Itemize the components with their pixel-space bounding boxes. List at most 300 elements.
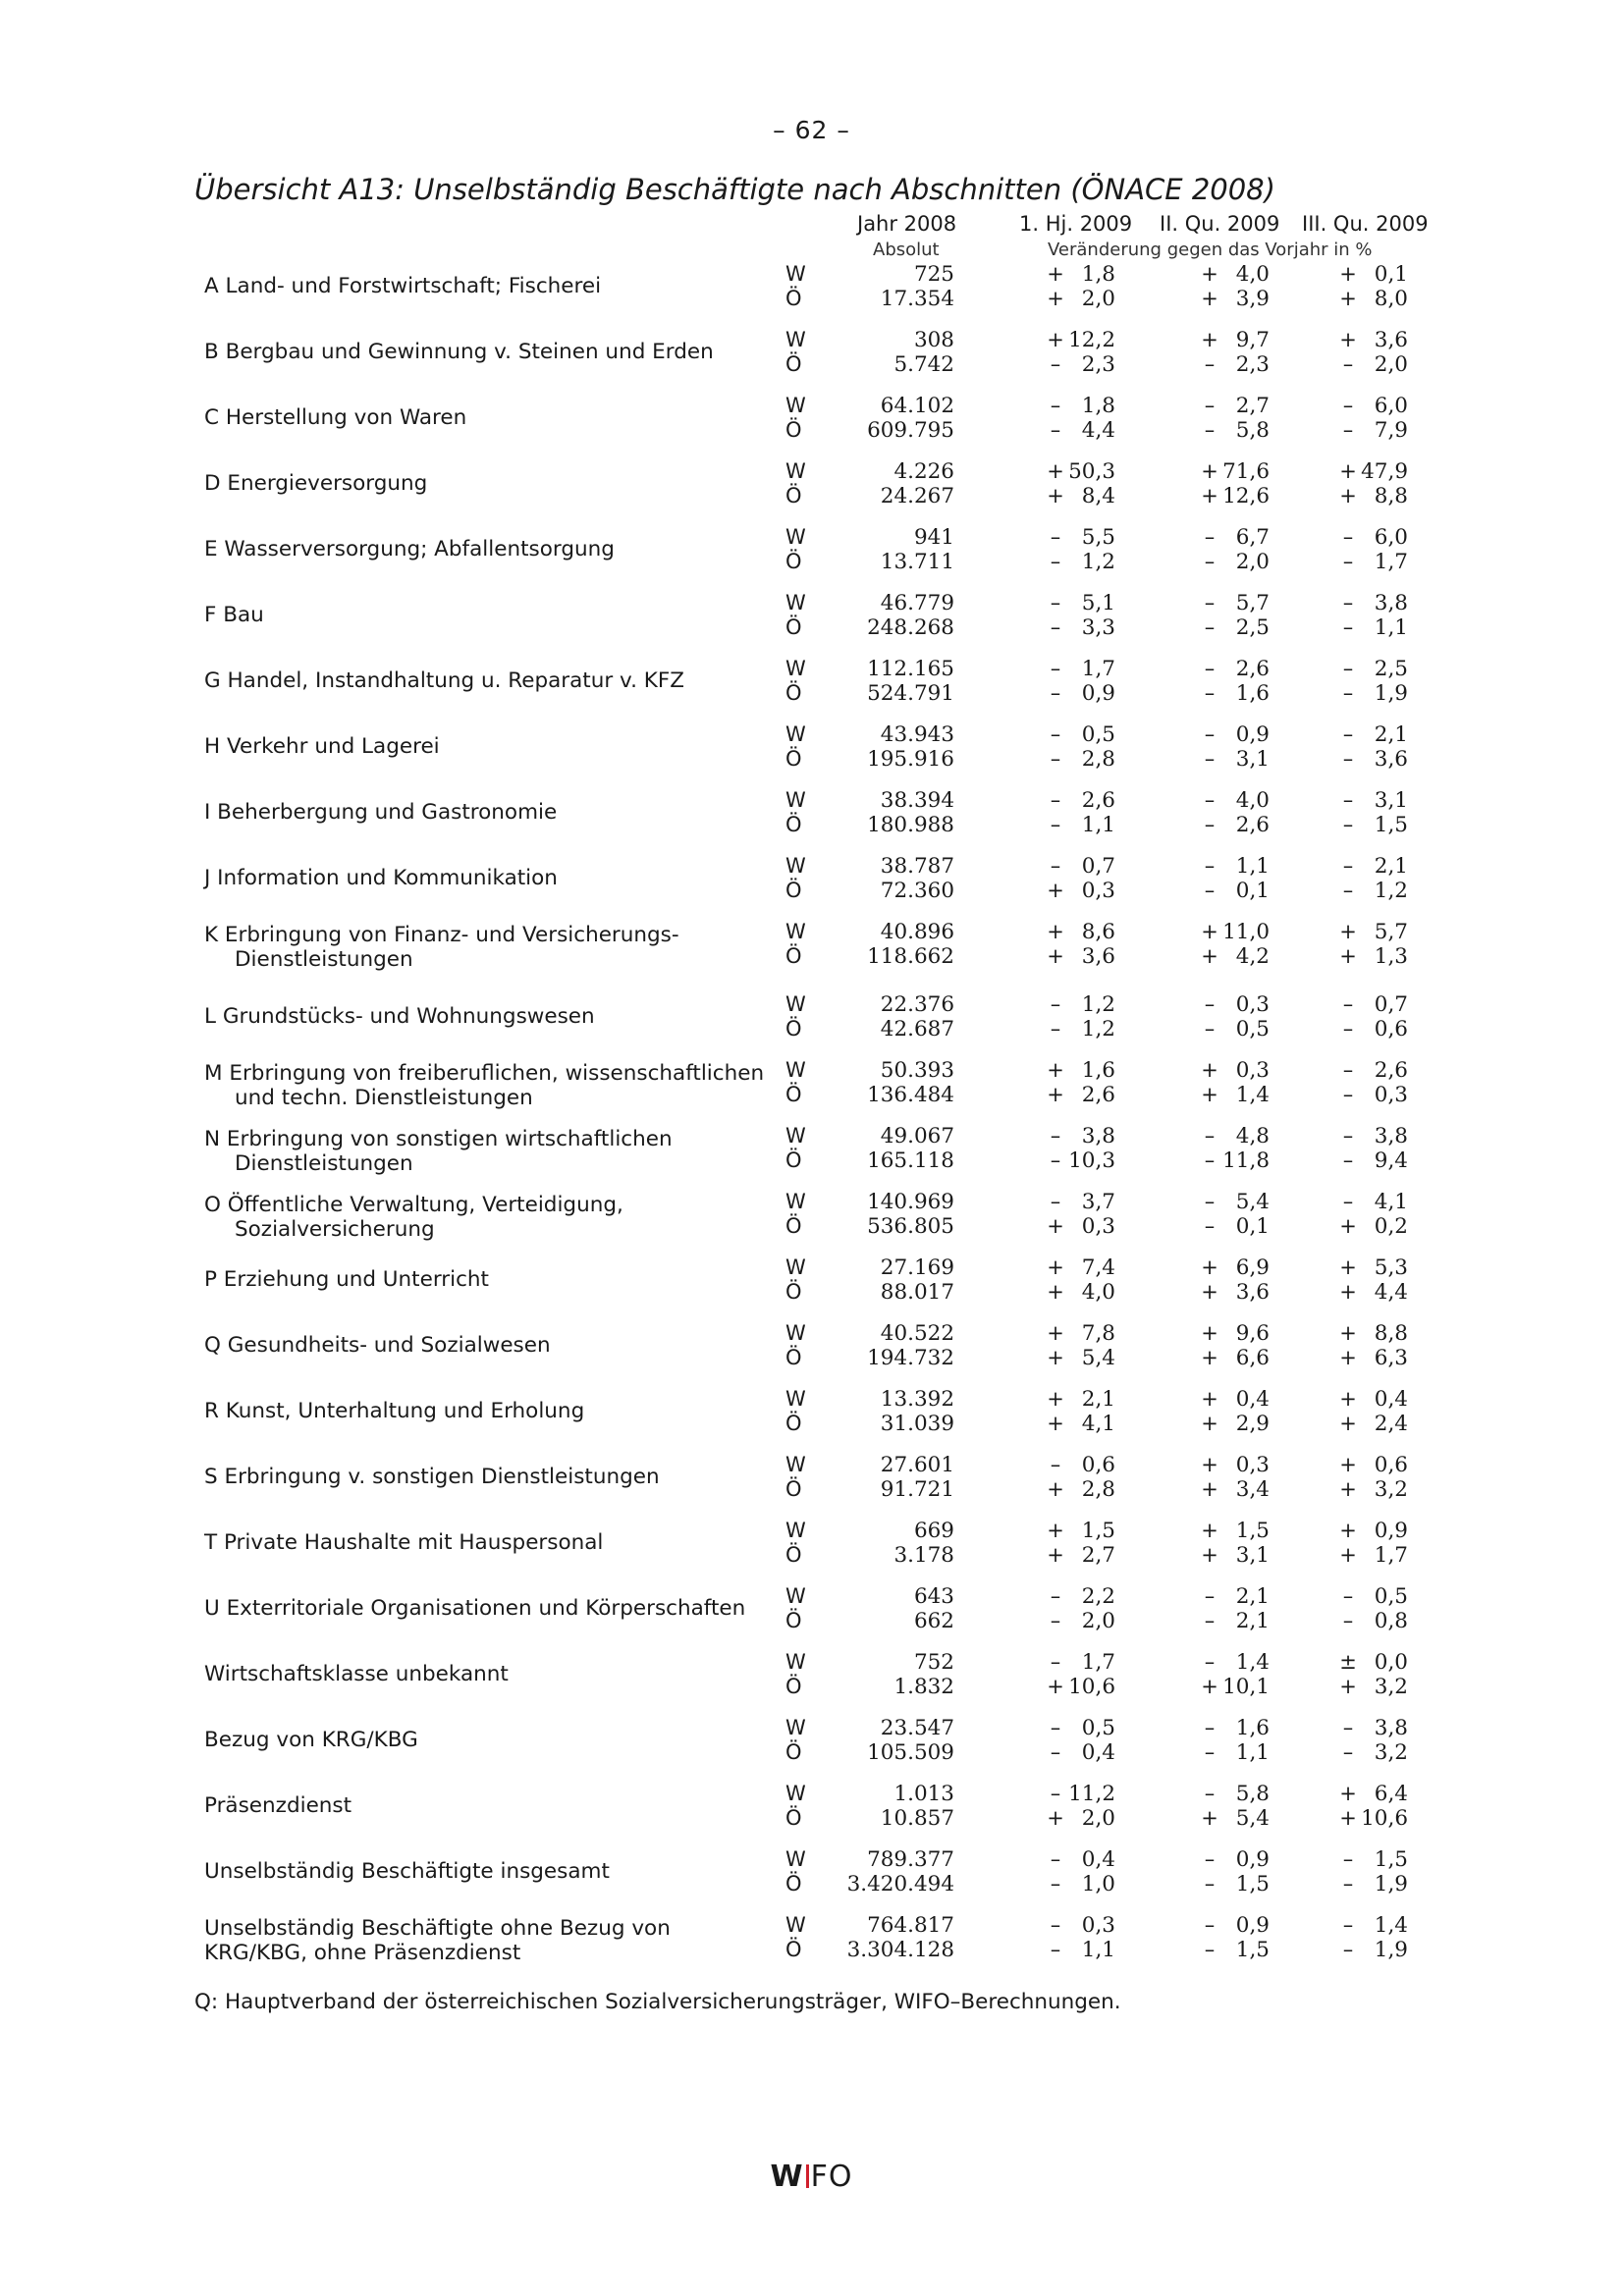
absolute-value: 40.896: [880, 920, 954, 944]
change-sign: –: [1050, 525, 1061, 549]
absolute-value: 72.360: [880, 879, 954, 903]
change-value: 10,1: [1222, 1675, 1270, 1699]
change-sign: –: [1204, 550, 1216, 573]
absolute-value: 17.354: [880, 287, 954, 311]
table-row: [0, 325, 1623, 391]
change-value: 1,5: [1374, 1847, 1408, 1872]
change-value: 0,6: [1081, 1453, 1115, 1477]
change-value: 6,9: [1235, 1255, 1270, 1280]
absolute-value: 13.711: [880, 550, 954, 574]
change-sign: –: [1050, 1740, 1061, 1764]
change-sign: –: [1342, 615, 1354, 639]
row-label: [204, 1399, 774, 1423]
change-value: 5,3: [1374, 1255, 1408, 1280]
change-sign: –: [1342, 1716, 1354, 1739]
region-wien: W: [785, 591, 806, 614]
change-value: 11,0: [1222, 920, 1270, 944]
header-h1-2009: 1. Hj. 2009: [1019, 212, 1133, 236]
absolute-value: 643: [913, 1584, 954, 1609]
row-label: [204, 1465, 774, 1489]
absolute-value: 10.857: [880, 1806, 954, 1831]
region-oesterreich: Ö: [785, 352, 802, 376]
change-value: 2,0: [1374, 352, 1408, 377]
row-label-line1: L Grundstücks- und Wohnungswesen: [204, 1004, 595, 1029]
change-sign: +: [1339, 1477, 1357, 1501]
change-sign: –: [1050, 788, 1061, 812]
change-sign: –: [1050, 1453, 1061, 1476]
change-value: 2,3: [1081, 352, 1115, 377]
absolute-value: 91.721: [880, 1477, 954, 1502]
absolute-value: 180.988: [867, 813, 954, 837]
change-value: 3,9: [1235, 287, 1270, 311]
change-sign: +: [1047, 459, 1064, 483]
change-sign: +: [1201, 484, 1218, 507]
absolute-value: 140.969: [867, 1190, 954, 1214]
change-sign: –: [1050, 1584, 1061, 1608]
region-oesterreich: Ö: [785, 550, 802, 573]
change-value: 0,3: [1235, 992, 1270, 1017]
change-value: 0,2: [1374, 1214, 1408, 1239]
change-value: 2,0: [1081, 1609, 1115, 1633]
change-sign: –: [1342, 1190, 1354, 1213]
table-row: [0, 1187, 1623, 1253]
change-sign: +: [1201, 1387, 1218, 1411]
absolute-value: 609.795: [867, 418, 954, 443]
absolute-value: 752: [913, 1650, 954, 1675]
change-sign: –: [1342, 1913, 1354, 1937]
absolute-value: 49.067: [880, 1124, 954, 1148]
change-sign: +: [1201, 1412, 1218, 1435]
region-oesterreich: Ö: [785, 879, 802, 902]
change-sign: –: [1204, 1913, 1216, 1937]
row-label: [204, 1596, 774, 1621]
change-value: 8,0: [1374, 287, 1408, 311]
region-wien: W: [785, 1058, 806, 1082]
change-value: 1,4: [1235, 1650, 1270, 1675]
change-value: 6,7: [1235, 525, 1270, 550]
row-label: [204, 1859, 774, 1884]
row-label-line1: Wirtschaftsklasse unbekannt: [204, 1662, 509, 1686]
row-label-line1: O Öffentliche Verwaltung, Verteidigung,: [204, 1193, 623, 1217]
change-sign: –: [1342, 352, 1354, 376]
change-sign: –: [1204, 1214, 1216, 1238]
region-oesterreich: Ö: [785, 1609, 802, 1632]
absolute-value: 789.377: [867, 1847, 954, 1872]
change-sign: +: [1047, 920, 1064, 943]
change-value: 1,1: [1081, 1938, 1115, 1962]
absolute-value: 24.267: [880, 484, 954, 508]
row-label: [204, 340, 774, 364]
change-value: 50,3: [1068, 459, 1115, 484]
row-label-line2: Sozialversicherung: [235, 1217, 435, 1242]
change-value: 10,6: [1361, 1806, 1408, 1831]
row-label-line1: R Kunst, Unterhaltung und Erholung: [204, 1399, 585, 1423]
row-label: [204, 668, 774, 693]
row-label-line2: und techn. Dienstleistungen: [235, 1086, 533, 1110]
change-sign: +: [1047, 1321, 1064, 1345]
change-sign: +: [1201, 1519, 1218, 1542]
change-value: 6,3: [1374, 1346, 1408, 1370]
change-value: 5,5: [1081, 525, 1115, 550]
change-value: 0,9: [1235, 722, 1270, 747]
change-value: 3,8: [1374, 1716, 1408, 1740]
row-label: [204, 405, 774, 430]
absolute-value: 50.393: [880, 1058, 954, 1083]
row-label: [204, 1530, 774, 1555]
change-value: 11,2: [1068, 1782, 1115, 1806]
change-sign: +: [1201, 1255, 1218, 1279]
change-sign: ±: [1339, 1650, 1357, 1674]
row-label-line1: I Beherbergung und Gastronomie: [204, 800, 558, 825]
change-value: 2,9: [1235, 1412, 1270, 1436]
absolute-value: 1.832: [893, 1675, 954, 1699]
change-value: 4,2: [1235, 944, 1270, 969]
change-value: 11,8: [1222, 1148, 1270, 1173]
row-label-line1: Präsenzdienst: [204, 1793, 352, 1818]
absolute-value: 31.039: [880, 1412, 954, 1436]
row-label-line1: J Information und Kommunikation: [204, 866, 558, 890]
row-label: [204, 471, 774, 496]
row-label-line1: H Verkehr und Lagerei: [204, 734, 440, 759]
header-q3-2009: III. Qu. 2009: [1302, 212, 1429, 236]
header-jahr-2008: Jahr 2008: [857, 212, 957, 236]
region-oesterreich: Ö: [785, 1872, 802, 1896]
table-row: [0, 720, 1623, 785]
change-value: 8,4: [1081, 484, 1115, 508]
table-row: [0, 1647, 1623, 1713]
region-oesterreich: Ö: [785, 681, 802, 705]
row-label: [204, 734, 774, 759]
change-value: 1,2: [1374, 879, 1408, 903]
region-wien: W: [785, 920, 806, 943]
change-value: 2,1: [1235, 1609, 1270, 1633]
absolute-value: 3.178: [893, 1543, 954, 1568]
absolute-value: 3.304.128: [846, 1938, 954, 1962]
change-sign: –: [1050, 1847, 1061, 1871]
region-oesterreich: Ö: [785, 484, 802, 507]
table-row: [0, 654, 1623, 720]
change-value: 0,0: [1374, 1650, 1408, 1675]
absolute-value: 194.732: [867, 1346, 954, 1370]
change-sign: +: [1047, 484, 1064, 507]
change-value: 0,4: [1235, 1387, 1270, 1412]
change-sign: –: [1204, 879, 1216, 902]
row-label-line1: B Bergbau und Gewinnung v. Steinen und Erden: [204, 340, 714, 364]
change-sign: –: [1342, 591, 1354, 614]
change-sign: –: [1050, 352, 1061, 376]
absolute-value: 38.787: [880, 854, 954, 879]
subheader-absolut: Absolut: [873, 240, 940, 260]
row-label: [204, 1193, 774, 1242]
change-sign: +: [1339, 1782, 1357, 1805]
row-label: [204, 1267, 774, 1292]
region-wien: W: [785, 1387, 806, 1411]
change-value: 2,2: [1081, 1584, 1115, 1609]
change-value: 1,4: [1374, 1913, 1408, 1938]
change-value: 12,2: [1068, 328, 1115, 352]
change-sign: –: [1342, 1872, 1354, 1896]
change-sign: –: [1342, 1017, 1354, 1041]
change-sign: +: [1047, 1675, 1064, 1698]
change-sign: –: [1204, 1017, 1216, 1041]
row-label-line2: Dienstleistungen: [235, 1151, 413, 1176]
change-sign: –: [1050, 992, 1061, 1016]
change-value: 9,6: [1235, 1321, 1270, 1346]
change-sign: +: [1201, 459, 1218, 483]
change-value: 6,6: [1235, 1346, 1270, 1370]
change-value: 7,9: [1374, 418, 1408, 443]
absolute-value: 308: [913, 328, 954, 352]
change-sign: –: [1050, 681, 1061, 705]
absolute-value: 13.392: [880, 1387, 954, 1412]
change-sign: –: [1050, 418, 1061, 442]
row-label-line1: Bezug von KRG/KBG: [204, 1728, 418, 1752]
change-sign: –: [1050, 747, 1061, 771]
change-value: 1,5: [1235, 1872, 1270, 1896]
change-value: 4,0: [1235, 788, 1270, 813]
region-oesterreich: Ö: [785, 1675, 802, 1698]
table-row: [0, 259, 1623, 325]
change-value: 8,8: [1374, 484, 1408, 508]
row-label-line1: G Handel, Instandhaltung u. Reparatur v. KFZ: [204, 668, 684, 693]
region-wien: W: [785, 1124, 806, 1148]
table-row: [0, 1121, 1623, 1187]
data-table: [0, 259, 1623, 1976]
change-sign: +: [1201, 262, 1218, 286]
change-value: 2,1: [1374, 722, 1408, 747]
row-label: [204, 1793, 774, 1818]
change-value: 2,5: [1374, 657, 1408, 681]
change-value: 1,7: [1081, 1650, 1115, 1675]
change-value: 0,5: [1235, 1017, 1270, 1041]
absolute-value: 4.226: [893, 459, 954, 484]
change-value: 2,6: [1081, 788, 1115, 813]
change-value: 0,6: [1374, 1453, 1408, 1477]
change-sign: –: [1050, 394, 1061, 417]
change-sign: +: [1339, 1806, 1357, 1830]
row-label: [204, 800, 774, 825]
row-label-line1: Unselbständig Beschäftigte ohne Bezug von: [204, 1916, 671, 1941]
change-sign: –: [1050, 1872, 1061, 1896]
change-value: 4,1: [1374, 1190, 1408, 1214]
change-value: 8,8: [1374, 1321, 1408, 1346]
region-oesterreich: Ö: [785, 1938, 802, 1961]
change-value: 3,6: [1374, 747, 1408, 772]
change-value: 3,8: [1374, 1124, 1408, 1148]
change-value: 6,4: [1374, 1782, 1408, 1806]
header-q2-2009: II. Qu. 2009: [1160, 212, 1280, 236]
change-sign: –: [1050, 1938, 1061, 1961]
absolute-value: 118.662: [867, 944, 954, 969]
table-row: [0, 1384, 1623, 1450]
change-value: 3,2: [1374, 1675, 1408, 1699]
change-sign: +: [1047, 262, 1064, 286]
change-value: 1,7: [1374, 1543, 1408, 1568]
change-sign: –: [1050, 1017, 1061, 1041]
change-value: 0,4: [1081, 1847, 1115, 1872]
change-sign: +: [1201, 1321, 1218, 1345]
change-sign: +: [1339, 459, 1357, 483]
change-sign: –: [1342, 681, 1354, 705]
change-value: 1,5: [1235, 1519, 1270, 1543]
change-value: 6,0: [1374, 525, 1408, 550]
change-sign: +: [1339, 287, 1357, 310]
change-sign: +: [1201, 328, 1218, 351]
change-sign: –: [1204, 1148, 1216, 1172]
table-row: [0, 1516, 1623, 1581]
change-sign: +: [1339, 1280, 1357, 1304]
change-value: 1,1: [1081, 813, 1115, 837]
region-oesterreich: Ö: [785, 1083, 802, 1106]
region-oesterreich: Ö: [785, 1148, 802, 1172]
change-value: 0,5: [1081, 722, 1115, 747]
table-row: [0, 588, 1623, 654]
region-wien: W: [785, 459, 806, 483]
change-value: 2,5: [1235, 615, 1270, 640]
absolute-value: 248.268: [867, 615, 954, 640]
change-sign: +: [1047, 944, 1064, 968]
change-value: 4,4: [1374, 1280, 1408, 1305]
absolute-value: 27.169: [880, 1255, 954, 1280]
change-value: 2,4: [1374, 1412, 1408, 1436]
change-sign: –: [1342, 1083, 1354, 1106]
region-oesterreich: Ö: [785, 1543, 802, 1567]
change-sign: –: [1204, 1124, 1216, 1148]
change-sign: –: [1050, 1913, 1061, 1937]
row-label-line1: S Erbringung v. sonstigen Dienstleistungen: [204, 1465, 660, 1489]
change-value: 3,1: [1235, 1543, 1270, 1568]
change-sign: –: [1342, 1938, 1354, 1961]
change-sign: –: [1204, 747, 1216, 771]
absolute-value: 725: [913, 262, 954, 287]
change-sign: –: [1204, 1584, 1216, 1608]
change-sign: +: [1047, 1412, 1064, 1435]
change-sign: –: [1342, 550, 1354, 573]
change-value: 0,1: [1374, 262, 1408, 287]
change-sign: –: [1050, 1716, 1061, 1739]
subheader-veraenderung: Veränderung gegen das Vorjahr in %: [1048, 240, 1373, 260]
change-sign: +: [1339, 1675, 1357, 1698]
change-value: 2,0: [1081, 287, 1115, 311]
change-value: 1,4: [1235, 1083, 1270, 1107]
change-value: 0,8: [1374, 1609, 1408, 1633]
change-value: 0,3: [1235, 1453, 1270, 1477]
absolute-value: 64.102: [880, 394, 954, 418]
change-value: 2,7: [1235, 394, 1270, 418]
change-value: 1,6: [1235, 1716, 1270, 1740]
change-sign: +: [1339, 944, 1357, 968]
row-label: [204, 866, 774, 890]
change-value: 5,4: [1235, 1806, 1270, 1831]
change-sign: –: [1342, 854, 1354, 878]
change-sign: +: [1047, 879, 1064, 902]
absolute-value: 195.916: [867, 747, 954, 772]
region-oesterreich: Ö: [785, 1346, 802, 1369]
change-value: 9,4: [1374, 1148, 1408, 1173]
change-value: 4,0: [1081, 1280, 1115, 1305]
row-label-line2: Dienstleistungen: [235, 947, 413, 972]
change-value: 1,0: [1081, 1872, 1115, 1896]
table-row: [0, 1779, 1623, 1844]
absolute-value: 764.817: [867, 1913, 954, 1938]
table-row: [0, 1318, 1623, 1384]
change-sign: +: [1047, 1058, 1064, 1082]
absolute-value: 536.805: [867, 1214, 954, 1239]
change-value: 2,0: [1081, 1806, 1115, 1831]
change-value: 5,4: [1081, 1346, 1115, 1370]
region-wien: W: [785, 1584, 806, 1608]
change-sign: +: [1339, 1346, 1357, 1369]
change-value: 0,9: [1374, 1519, 1408, 1543]
change-value: 5,8: [1235, 418, 1270, 443]
change-value: 3,6: [1374, 328, 1408, 352]
change-value: 0,1: [1235, 1214, 1270, 1239]
row-label: [204, 537, 774, 561]
row-label-line1: P Erziehung und Unterricht: [204, 1267, 489, 1292]
change-value: 3,8: [1081, 1124, 1115, 1148]
change-sign: –: [1342, 1124, 1354, 1148]
region-oesterreich: Ö: [785, 418, 802, 442]
change-sign: –: [1204, 1650, 1216, 1674]
region-wien: W: [785, 992, 806, 1016]
region-oesterreich: Ö: [785, 1806, 802, 1830]
change-sign: –: [1050, 854, 1061, 878]
change-sign: –: [1050, 1190, 1061, 1213]
change-value: 5,7: [1374, 920, 1408, 944]
change-value: 0,3: [1081, 879, 1115, 903]
absolute-value: 23.547: [880, 1716, 954, 1740]
change-value: 1,9: [1374, 1872, 1408, 1896]
region-wien: W: [785, 1519, 806, 1542]
change-value: 1,5: [1081, 1519, 1115, 1543]
change-value: 71,6: [1222, 459, 1270, 484]
row-label: [204, 603, 774, 627]
row-label: [204, 1728, 774, 1752]
row-label-line1: A Land- und Forstwirtschaft; Fischerei: [204, 274, 602, 298]
change-value: 4,1: [1081, 1412, 1115, 1436]
change-value: 1,3: [1374, 944, 1408, 969]
row-label-line1: M Erbringung von freiberuflichen, wissenschaftlichen: [204, 1061, 765, 1086]
change-sign: –: [1050, 1609, 1061, 1632]
change-sign: +: [1047, 1214, 1064, 1238]
change-sign: –: [1204, 681, 1216, 705]
change-sign: –: [1204, 657, 1216, 680]
change-sign: +: [1047, 328, 1064, 351]
change-value: 3,7: [1081, 1190, 1115, 1214]
row-label-line1: F Bau: [204, 603, 264, 627]
absolute-value: 1.013: [893, 1782, 954, 1806]
change-value: 7,4: [1081, 1255, 1115, 1280]
change-sign: +: [1047, 1387, 1064, 1411]
change-value: 2,6: [1235, 657, 1270, 681]
table-row: [0, 851, 1623, 917]
change-sign: –: [1342, 394, 1354, 417]
change-sign: –: [1342, 992, 1354, 1016]
wifo-logo: W FO: [770, 2160, 853, 2194]
change-sign: +: [1047, 287, 1064, 310]
change-value: 3,4: [1235, 1477, 1270, 1502]
row-label: [204, 1061, 774, 1110]
region-wien: W: [785, 394, 806, 417]
change-sign: –: [1050, 591, 1061, 614]
change-sign: –: [1204, 418, 1216, 442]
change-value: 3,2: [1374, 1477, 1408, 1502]
change-value: 10,3: [1068, 1148, 1115, 1173]
change-sign: +: [1339, 1387, 1357, 1411]
region-wien: W: [785, 262, 806, 286]
change-sign: –: [1204, 992, 1216, 1016]
absolute-value: 88.017: [880, 1280, 954, 1305]
